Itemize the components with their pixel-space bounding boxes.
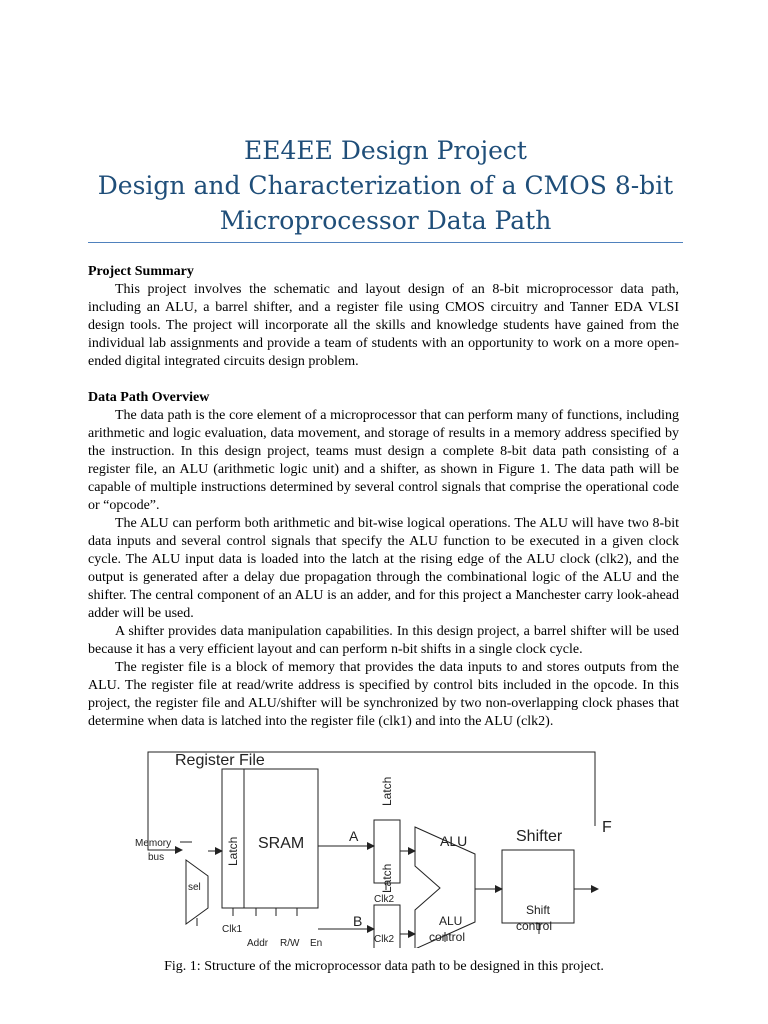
section-heading-overview: Data Path Overview [88, 390, 210, 405]
clk1-label: Clk1 [222, 924, 243, 935]
overview-paragraph-3: A shifter provides data manipulation capabilities. In this design project, a barrel shifter will be used because it has a very efficient layout and can perform n-bit shifts in a single clock cycle. [88, 624, 679, 657]
title-line-3: Microprocessor Data Path [219, 206, 552, 235]
page-title [88, 133, 683, 238]
overview-paragraph-4: The register file is a block of memory that provides the data inputs to and stores outputs from the ALU. The register file at read/write address is specified by control bits included in the opcode. In this project, the register file and ALU/shifter will be synchronized by two non-overlapping clock phases that determine when data is latched into the register file (clk1) and into the ALU (clk2). [88, 660, 679, 729]
bus-label: bus [148, 852, 165, 863]
shift-control-label-2: control [516, 919, 553, 933]
en-label: En [310, 938, 323, 948]
sel-label: sel [188, 882, 201, 893]
datapath-diagram [130, 748, 630, 948]
alu-label: ALU [440, 833, 468, 849]
document-body [88, 263, 679, 731]
overview-paragraph-2: The ALU can perform both arithmetic and bit-wise logical operations. The ALU will have two 8-bit data inputs and several control signals that specify the ALU function to be executed in a given clock cycle. The ALU input data is loaded into the latch at the rising edge of the ALU clock (clk2), and the output is generated after a delay due propagation through the combinational logic of the ALU and the shifter. The central component of an ALU is an adder, and for this project a Manchester carry look-ahead adder will be used. [88, 516, 679, 621]
clk2-top-label: Clk2 [374, 894, 395, 905]
shift-control-label-1: Shift [526, 903, 551, 917]
shifter-label: Shifter [516, 828, 563, 845]
clk2-bottom-label: Clk2 [374, 934, 395, 945]
figure-caption: Fig. 1: Structure of the microprocessor data path to be designed in this project. [164, 959, 604, 974]
register-file-label: Register File [175, 752, 265, 769]
alu-control-label-1: ALU [439, 914, 463, 928]
title-line-2: Design and Characterization of a CMOS 8-bit [97, 171, 674, 200]
b-label: B [353, 913, 363, 929]
title-line-1: EE4EE Design Project [244, 136, 527, 165]
memory-label: Memory [135, 838, 172, 849]
addr-label: Addr [247, 938, 269, 948]
rw-label: R/W [280, 938, 300, 948]
register-latch-label: Latch [226, 836, 240, 866]
title-divider [88, 242, 683, 243]
summary-paragraph: This project involves the schematic and layout design of an 8-bit microprocessor data path, including an ALU, a barrel shifter, and a register file using CMOS circuitry and Tanner EDA VLSI design tools. The project will incorporate all the skills and knowledge students have gained from the individual lab assignments and provide a team of students with an opportunity to work on a more open-ended digital integrated circuits design problem. [88, 282, 679, 369]
latch-b-label: Latch [380, 863, 394, 893]
overview-paragraph-1: The data path is the core element of a microprocessor that can perform many of functions, including arithmetic and logic evaluation, data movement, and storage of results in a memory address specified by the instruction. In this design project, teams must design a complete 8-bit data path consisting of a register file, an ALU (arithmetic logic unit) and a shifter, as shown in Figure 1. The data path will be capable of multiple instructions determined by several control signals that comprise the operational code or “opcode”. [88, 408, 679, 513]
latch-a-label: Latch [380, 776, 394, 806]
alu-control-label-2: control [429, 930, 466, 944]
section-heading-summary: Project Summary [88, 264, 194, 279]
a-label: A [349, 828, 359, 844]
sram-label: SRAM [258, 835, 305, 852]
f-label: F [602, 819, 612, 836]
